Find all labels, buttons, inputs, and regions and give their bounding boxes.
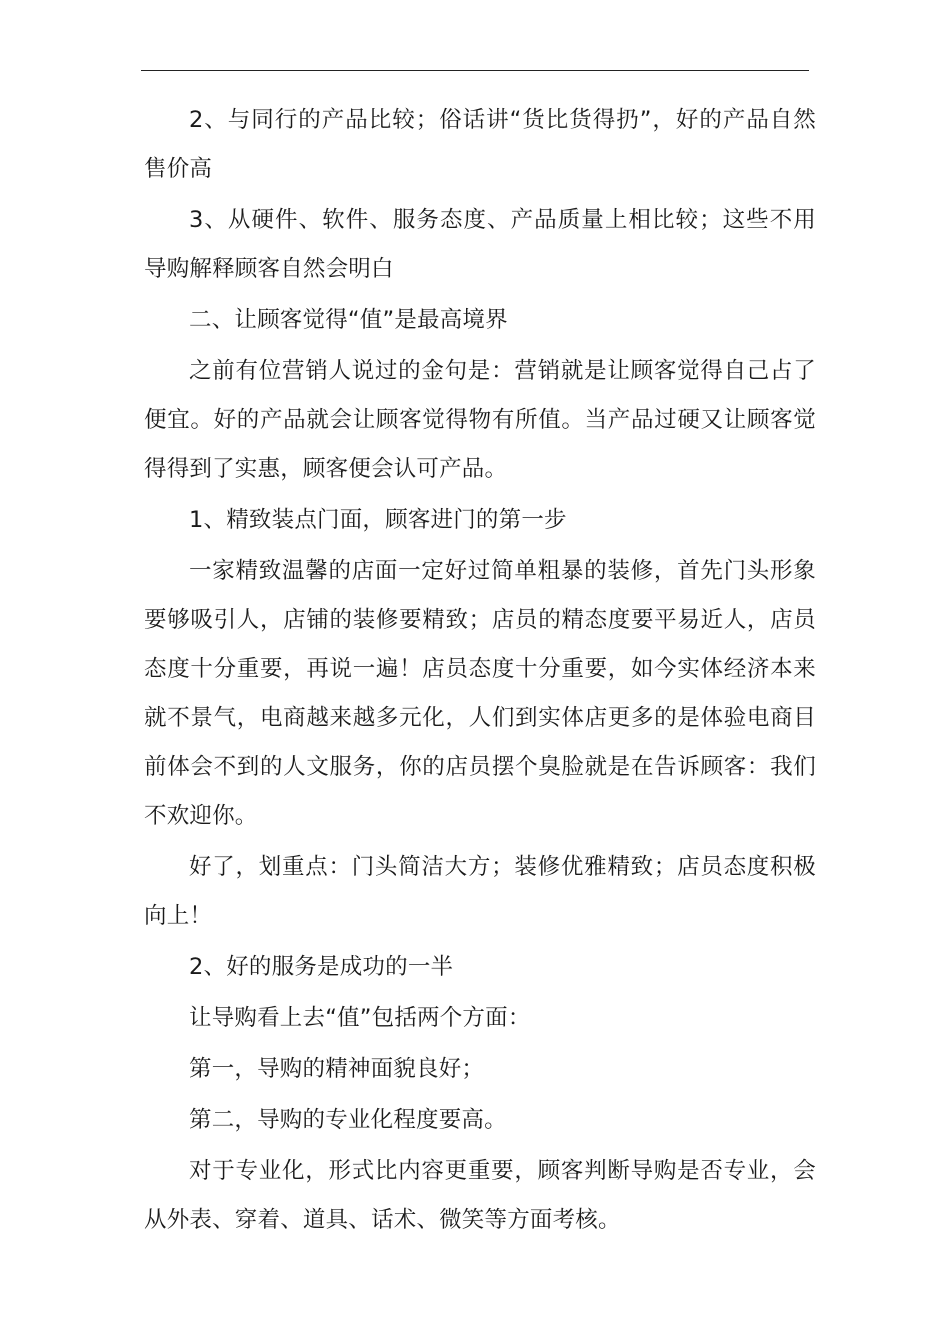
document-body — [144, 96, 816, 1247]
paragraph-first-aspect: 第一，导购的精神面貌良好； — [189, 1056, 485, 1082]
paragraph-key-points: 好了，划重点：门头简洁大方；装修优雅精致；店员态度积极向上！ — [144, 854, 816, 929]
paragraph-two-aspects: 让导购看上去“值”包括两个方面： — [189, 1005, 531, 1031]
paragraph-compare-aspects: 3、从硬件、软件、服务态度、产品质量上相比较；这些不用导购解释顾客自然会明白 — [144, 207, 816, 282]
subheading-storefront: 1、精致装点门面，顾客进门的第一步 — [189, 507, 567, 533]
paragraph-storefront: 一家精致温馨的店面一定好过简单粗暴的装修，首先门头形象要够吸引人，店铺的装修要精致；店员的精态度要平易近人，店员态度十分重要，再说一遍！店员态度十分重要，如今实体经济本来就不景气，电商越来越多元化，人们到实体店更多的是体验电商目前体会不到的人文服务，你的店员摆个臭脸就是在告诉顾客：我们不欢迎你。 — [144, 558, 816, 829]
section-heading-value: 二、让顾客觉得“值”是最高境界 — [189, 307, 508, 333]
paragraph-golden-quote: 之前有位营销人说过的金句是：营销就是让顾客觉得自己占了便宜。好的产品就会让顾客觉得物有所值。当产品过硬又让顾客觉得得到了实惠，顾客便会认可产品。 — [144, 358, 816, 482]
header-rule — [141, 70, 809, 71]
paragraph-compare-peers: 2、与同行的产品比较；俗话讲“货比货得扔”，好的产品自然售价高 — [144, 107, 816, 182]
paragraph-second-aspect: 第二，导购的专业化程度要高。 — [189, 1107, 507, 1133]
subheading-service: 2、好的服务是成功的一半 — [189, 954, 454, 980]
paragraph-professionalism: 对于专业化，形式比内容更重要，顾客判断导购是否专业，会从外表、穿着、道具、话术、微笑等方面考核。 — [144, 1158, 816, 1233]
